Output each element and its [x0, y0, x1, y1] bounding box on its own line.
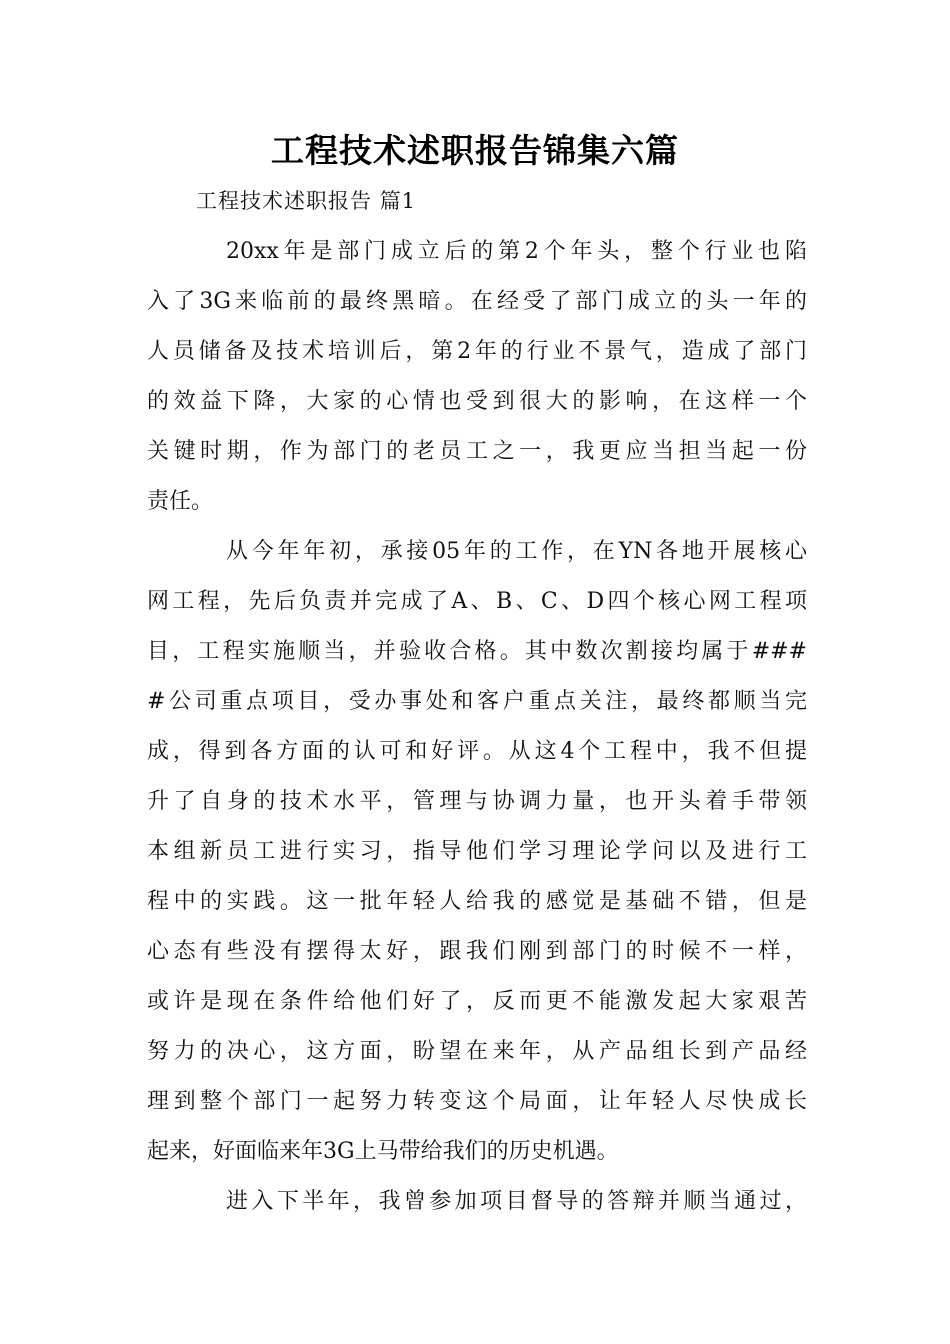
paragraph-line: 本组新员工进行实习，指导他们学习理论学问以及进行工: [147, 839, 807, 864]
document-title: 工程技术述职报告锦集六篇: [271, 131, 679, 170]
paragraph-line: 关键时期，作为部门的老员工之一，我更应当担当起一份: [147, 439, 807, 464]
paragraph-line: 进入下半年，我曾参加项目督导的答辩并顺当通过，: [226, 1189, 807, 1214]
paragraph-line: 努力的决心，这方面，盼望在来年，从产品组长到产品经: [147, 1039, 807, 1064]
paragraph-line: 的效益下降，大家的心情也受到很大的影响，在这样一个: [147, 389, 807, 414]
paragraph-line: 心态有些没有摆得太好，跟我们刚到部门的时候不一样，: [147, 939, 807, 964]
paragraph-line: 目，工程实施顺当，并验收合格。其中数次割接均属于###: [147, 639, 807, 664]
section-heading: 工程技术述职报告 篇1: [196, 189, 417, 213]
paragraph-line: 起来，好面临来年3G上马带给我们的历史机遇。: [147, 1139, 619, 1164]
paragraph-line: 20xx年是部门成立后的第2个年头，整个行业也陷: [226, 239, 807, 264]
paragraph-line: 网工程，先后负责并完成了A、B、C、D四个核心网工程项: [147, 589, 807, 614]
paragraph-line: 责任。: [147, 489, 214, 514]
paragraph-line: 或许是现在条件给他们好了，反而更不能激发起大家艰苦: [147, 989, 807, 1014]
paragraph-line: 程中的实践。这一批年轻人给我的感觉是基础不错，但是: [147, 889, 807, 914]
paragraph-line: 升了自身的技术水平，管理与协调力量，也开头着手带领: [147, 789, 807, 814]
paragraph-line: 人员储备及技术培训后，第2年的行业不景气，造成了部门: [147, 339, 807, 364]
paragraph-line: 成，得到各方面的认可和好评。从这4个工程中，我不但提: [147, 739, 807, 764]
paragraph-line: 从今年年初，承接05年的工作，在YN各地开展核心: [226, 539, 807, 564]
paragraph-line: 入了3G来临前的最终黑暗。在经受了部门成立的头一年的: [147, 289, 807, 314]
paragraph-line: 理到整个部门一起努力转变这个局面，让年轻人尽快成长: [147, 1089, 807, 1114]
paragraph-line: #公司重点项目，受办事处和客户重点关注，最终都顺当完: [147, 689, 807, 714]
